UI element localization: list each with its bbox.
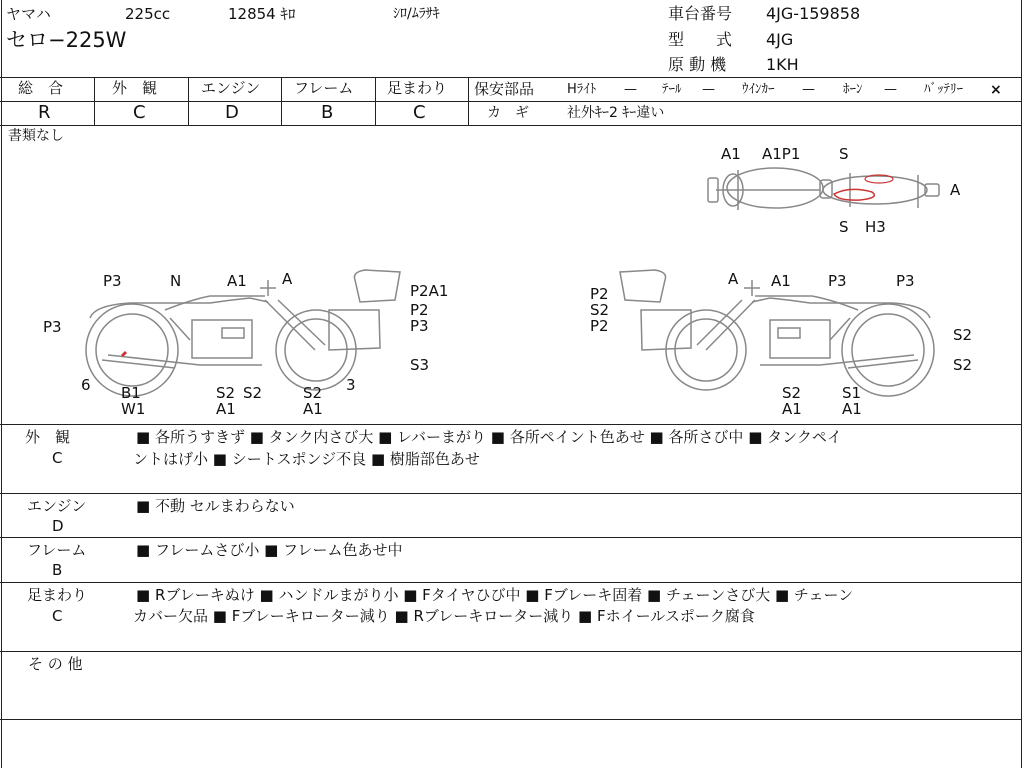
remark-text-chassis-1: ■ Rブレーキぬけ ■ ハンドルまがり小 ■ Fタイヤひび中 ■ Fブレーキ固着 ■ チェーンさび大 ■ チェーン: [136, 586, 854, 604]
safety-horn-mark: —: [884, 82, 897, 97]
remark-grade-frame: B: [52, 561, 63, 579]
diagram-label: A: [950, 181, 961, 199]
diagram-label: S2: [303, 384, 323, 402]
key-value: 社外ｷｰ2 ｷｰ違い: [567, 105, 665, 121]
grade-label-exterior: 外 観: [112, 79, 158, 97]
diagram-label: P2: [590, 285, 609, 303]
maker: ヤマハ: [6, 5, 51, 23]
diagram-label: A1: [227, 272, 247, 290]
remark-text-exterior-2: ントはげ小 ■ シートスポンジ不良 ■ 樹脂部色あせ: [133, 450, 480, 468]
type-value: 4JG: [766, 30, 794, 49]
grade-value-exterior: C: [133, 102, 146, 123]
safety-headlight: Hﾗｲﾄ: [567, 82, 597, 97]
diagram-label: S: [839, 145, 849, 163]
diagram-label: 6: [81, 376, 91, 394]
diagram-label: P3: [103, 272, 122, 290]
safety-horn: ﾎｰﾝ: [843, 82, 863, 97]
other-label: そ の 他: [28, 655, 83, 673]
diagram-label: S1: [842, 384, 862, 402]
diagram-label: S: [839, 218, 849, 236]
frame-no-label: 車台番号: [668, 4, 733, 23]
diagram-label: P3: [43, 318, 62, 336]
remark-text-chassis-2: カバー欠品 ■ Fブレーキローター減り ■ Rブレーキローター減り ■ Fホイールスポーク腐食: [133, 607, 755, 625]
safety-tail: ﾃｰﾙ: [662, 82, 682, 97]
diagram-label: P3: [828, 272, 847, 290]
safety-label: 保安部品: [474, 80, 535, 98]
remark-text-exterior-1: ■ 各所うすきず ■ タンク内さび大 ■ レバーまがり ■ 各所ペイント色あせ ■ 各所さび中 ■ タンクペイ: [136, 428, 842, 446]
type-label: 型 式: [668, 30, 733, 49]
remark-label-frame: フレーム: [27, 541, 87, 559]
safety-headlight-mark: —: [624, 82, 637, 97]
diagram-label: S2: [953, 356, 973, 374]
body-color: ｼﾛ/ﾑﾗｻｷ: [393, 6, 440, 22]
diagram-label: S2: [953, 326, 973, 344]
diagram-label: P3: [896, 272, 915, 290]
diagram-label: B1: [121, 384, 141, 402]
diagram-label: A1: [303, 400, 323, 418]
safety-battery-mark: ×: [990, 82, 1002, 98]
documents-note: 書類なし: [8, 128, 64, 144]
diagram-label: A: [728, 270, 739, 288]
diagram-label: P2: [410, 301, 429, 319]
frame-no: 4JG-159858: [766, 4, 861, 23]
diagram-label: A: [282, 270, 293, 288]
grade-value-engine: D: [225, 102, 239, 123]
diagram-label: W1: [121, 400, 146, 418]
diagram-label: A1: [842, 400, 862, 418]
grade-value-frame: B: [321, 102, 334, 123]
diagram-label: P2A1: [410, 282, 449, 300]
diagram-label: 3: [346, 376, 356, 394]
engine-label: 原 動 機: [668, 55, 727, 74]
diagram-label: P2: [590, 317, 609, 335]
remark-grade-engine: D: [52, 517, 64, 535]
grade-value-chassis: C: [413, 102, 426, 123]
diagram-label: A1: [721, 145, 741, 163]
diagram-label: P3: [410, 317, 429, 335]
grade-label-engine: エンジン: [201, 79, 261, 97]
model-name: セロ−225W: [6, 28, 127, 52]
safety-winker: ｳｲﾝｶｰ: [742, 82, 775, 97]
remark-label-chassis: 足まわり: [27, 586, 88, 604]
grade-label-overall: 総 合: [18, 79, 64, 97]
diagram-label: A1P1: [762, 145, 801, 163]
safety-winker-mark: —: [802, 82, 815, 97]
safety-tail-mark: —: [702, 82, 715, 97]
remark-label-engine: エンジン: [27, 497, 87, 515]
remark-text-frame-1: ■ フレームさび小 ■ フレーム色あせ中: [136, 541, 403, 559]
damage-outline: [834, 189, 874, 200]
diagram-label: S2: [243, 384, 263, 402]
diagram-label: S2: [216, 384, 236, 402]
diagram-label: S2: [782, 384, 802, 402]
bike-top-view: [708, 168, 939, 210]
safety-battery: ﾊﾞｯﾃﾘｰ: [924, 82, 963, 97]
grade-label-frame: フレーム: [294, 79, 354, 97]
diagram-label: S3: [410, 356, 430, 374]
grade-label-chassis: 足まわり: [387, 79, 448, 97]
diagram-label: A1: [216, 400, 236, 418]
remark-text-engine-1: ■ 不動 セルまわらない: [136, 497, 295, 515]
diagram-label: A1: [771, 272, 791, 290]
engine-value: 1KH: [766, 55, 799, 74]
diagram-label: N: [170, 272, 182, 290]
grade-value-overall: R: [38, 102, 51, 123]
displacement: 225cc: [125, 5, 171, 23]
mileage: 12854 ｷﾛ: [228, 5, 296, 23]
diagram-label: H3: [865, 218, 886, 236]
key-label: カ ギ: [487, 105, 529, 121]
diagram-label: S2: [590, 301, 610, 319]
remark-label-exterior: 外 観: [25, 428, 71, 446]
remark-grade-chassis: C: [52, 607, 63, 625]
remark-grade-exterior: C: [52, 449, 63, 467]
damage-mark: [122, 352, 126, 356]
diagram-label: A1: [782, 400, 802, 418]
